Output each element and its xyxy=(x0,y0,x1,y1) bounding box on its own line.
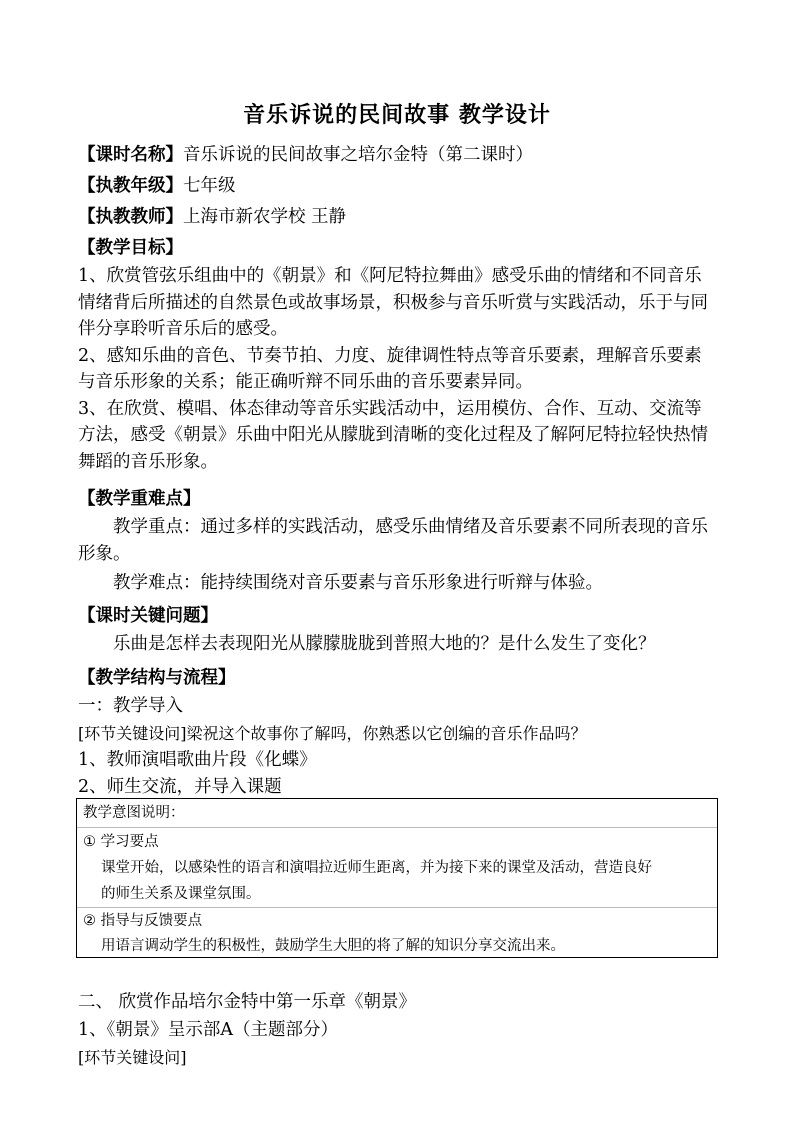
intent-point2-title: ② 指导与反馈要点 xyxy=(83,913,203,929)
grade-label: 【执教年级】 xyxy=(78,176,183,196)
key-question-text: 乐曲是怎样去表现阳光从朦朦胧胧到普照大地的？是什么发生了变化？ xyxy=(113,634,656,654)
teaching-focus-text: 教学重点：通过多样的实践活动，感受乐曲情绪及音乐要素不同所表现的音乐形象。 xyxy=(78,517,708,564)
key-question-heading: 【课时关键问题】 xyxy=(78,606,218,626)
section1-heading: 一：教学导入 xyxy=(78,696,183,716)
section2-item1: 1、《朝景》呈示部A（主题部分） xyxy=(78,1020,339,1040)
structure-heading: 【教学结构与流程】 xyxy=(78,668,236,688)
document-title: 音乐诉说的民间故事 教学设计 xyxy=(243,102,551,128)
lesson-name-row xyxy=(78,141,533,169)
objectives-list xyxy=(78,263,718,475)
key-points-focus xyxy=(78,514,718,567)
teaching-difficulty-text: 教学难点：能持续围绕对音乐要素与音乐形象进行听辩与体验。 xyxy=(113,573,603,593)
intent-point1-line2: 的师生关系及课堂氛围。 xyxy=(101,886,261,902)
intent-box-divider xyxy=(77,827,717,828)
section2-heading: 二、 欣赏作品培尔金特中第一乐章《朝景》 xyxy=(78,992,417,1012)
objective-item: 1、欣赏管弦乐组曲中的《朝景》和《阿尼特拉舞曲》感受乐曲的情绪和不同音乐情绪背后所描述的自然景色或故事场景，积极参与音乐听赏与实践活动，乐于与同伴分享聆听音乐后的感受。 xyxy=(78,266,708,339)
objective-item: 3、在欣赏、模唱、体态律动等音乐实践活动中，运用模仿、合作、互动、交流等方法，感受《朝景》乐曲中阳光从朦胧到清晰的变化过程及了解阿尼特拉轻快热情舞蹈的音乐形象。 xyxy=(78,398,708,472)
intent-point2-line1: 用语言调动学生的积极性，鼓励学生大胆的将了解的知识分享交流出来。 xyxy=(101,938,565,954)
objectives-heading: 【教学目标】 xyxy=(78,238,183,258)
objective-item: 2、感知乐曲的音色、节奏节拍、力度、旋律调性特点等音乐要素，理解音乐要素与音乐形象的关系；能正确听辩不同乐曲的音乐要素异同。 xyxy=(78,345,702,392)
key-points-heading: 【教学重难点】 xyxy=(78,489,201,509)
teacher-value: 上海市新农学校 王静 xyxy=(183,207,347,227)
section1-step2: 2、师生交流，并导入课题 xyxy=(78,777,282,797)
key-question-block xyxy=(78,631,718,658)
grade-row xyxy=(78,172,236,200)
section1-key-question: [环节关键设问]梁祝这个故事你了解吗，你熟悉以它创编的音乐作品吗？ xyxy=(78,724,587,743)
teaching-intent-box xyxy=(76,798,718,958)
intent-point1-line1: 课堂开始，以感染性的语言和演唱拉近师生距离，并为接下来的课堂及活动，营造良好 xyxy=(101,860,652,876)
teacher-row xyxy=(78,203,346,231)
lesson-name-value: 音乐诉说的民间故事之培尔金特（第二课时） xyxy=(183,145,533,165)
section1-step1: 1、教师演唱歌曲片段《化蝶》 xyxy=(78,750,317,770)
teacher-label: 【执教教师】 xyxy=(78,207,183,227)
lesson-name-label: 【课时名称】 xyxy=(78,145,183,165)
grade-value: 七年级 xyxy=(183,176,236,196)
key-points-difficulty xyxy=(78,570,718,597)
intent-box-title: 教学意图说明： xyxy=(83,805,185,821)
intent-point1-title: ① 学习要点 xyxy=(83,834,159,850)
section2-key-question: [环节关键设问] xyxy=(78,1048,187,1067)
intent-box-divider xyxy=(77,907,717,908)
